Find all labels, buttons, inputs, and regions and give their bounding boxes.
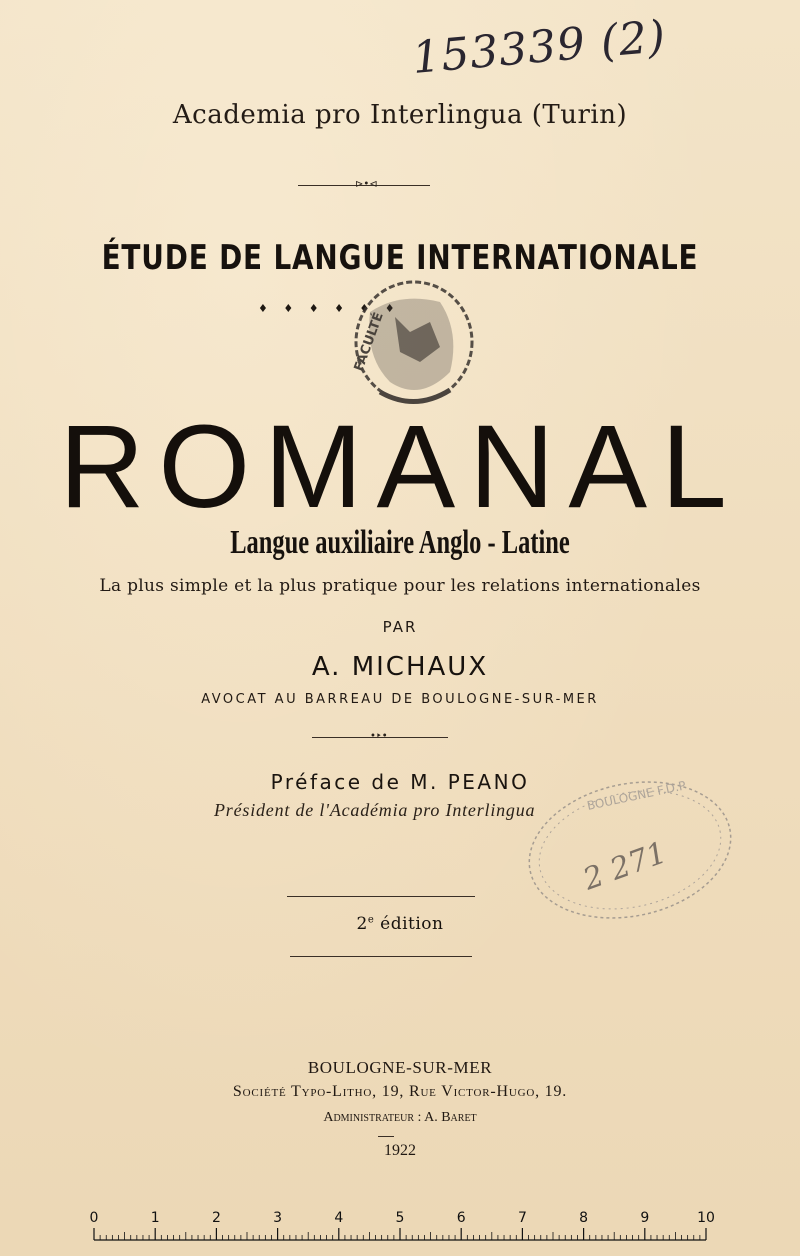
preface-line: Préface de M. PEANO [270,770,530,794]
inventory-oval-stamp [518,772,740,932]
scale-label: 4 [334,1210,344,1226]
inventory-stamp-text: BOULOGNE F.D.P [585,778,688,813]
edition-line [0,914,800,934]
academia-heading: Academia pro Interlingua (Turin) [172,100,628,130]
scale-label: 0 [89,1210,99,1226]
scale-label: 6 [456,1210,466,1226]
edition-label: édition [380,914,444,934]
edition-number: 2 [356,914,368,934]
rule-below-edition [290,956,472,957]
by-label: PAR [382,618,418,636]
book-tagline: La plus simple et la plus pratique pour les relations internationales [99,576,701,596]
handwritten-shelfmark: 153339 (2) [410,11,669,84]
library-ink-stamp [340,272,488,422]
stamp-faculte-text: FACULTÉ [351,310,387,374]
scale-label: 10 [697,1210,715,1226]
scale-label: 2 [211,1210,221,1226]
scale-label: 3 [273,1210,283,1226]
scale-ruler [89,1208,715,1242]
scale-label: 7 [517,1210,527,1226]
author-position: AVOCAT AU BARREAU DE BOULOGNE-SUR-MER [201,692,599,707]
short-rule-above-year [378,1136,394,1137]
author-name: A. MICHAUX [311,652,489,682]
measurement-scale-bar [89,1208,715,1242]
scale-label: 5 [395,1210,405,1226]
scale-label: 8 [579,1210,589,1226]
imprint-administrator: Administrateur : A. Baret [323,1110,477,1125]
scale-label: 9 [640,1210,650,1226]
book-subtitle: Langue auxiliaire Anglo - Latine [230,524,570,561]
inventory-number: 2 271 [578,835,672,898]
imprint-city: BOULOGNE-SUR-MER [307,1058,493,1077]
rule-above-edition [287,896,475,897]
series-heading: ÉTUDE DE LANGUE INTERNATIONALE [101,238,699,278]
imprint-year: 1922 [384,1142,416,1159]
ornament-glyph-top: ⊳•⊲ [355,179,378,190]
edition-superscript: e [367,914,375,926]
diamond-ornament-row: ♦ ♦ ♦ ♦ ♦ ♦ [258,302,401,315]
scale-label: 1 [150,1210,160,1226]
imprint-publisher: Société Typo-Litho, 19, Rue Victor-Hugo, 19. [232,1083,568,1100]
ornament-glyph-middle: •‣• [370,731,388,742]
president-line: Président de l'Académia pro Interlingua [214,800,536,820]
book-title: ROMANAL [59,401,741,533]
